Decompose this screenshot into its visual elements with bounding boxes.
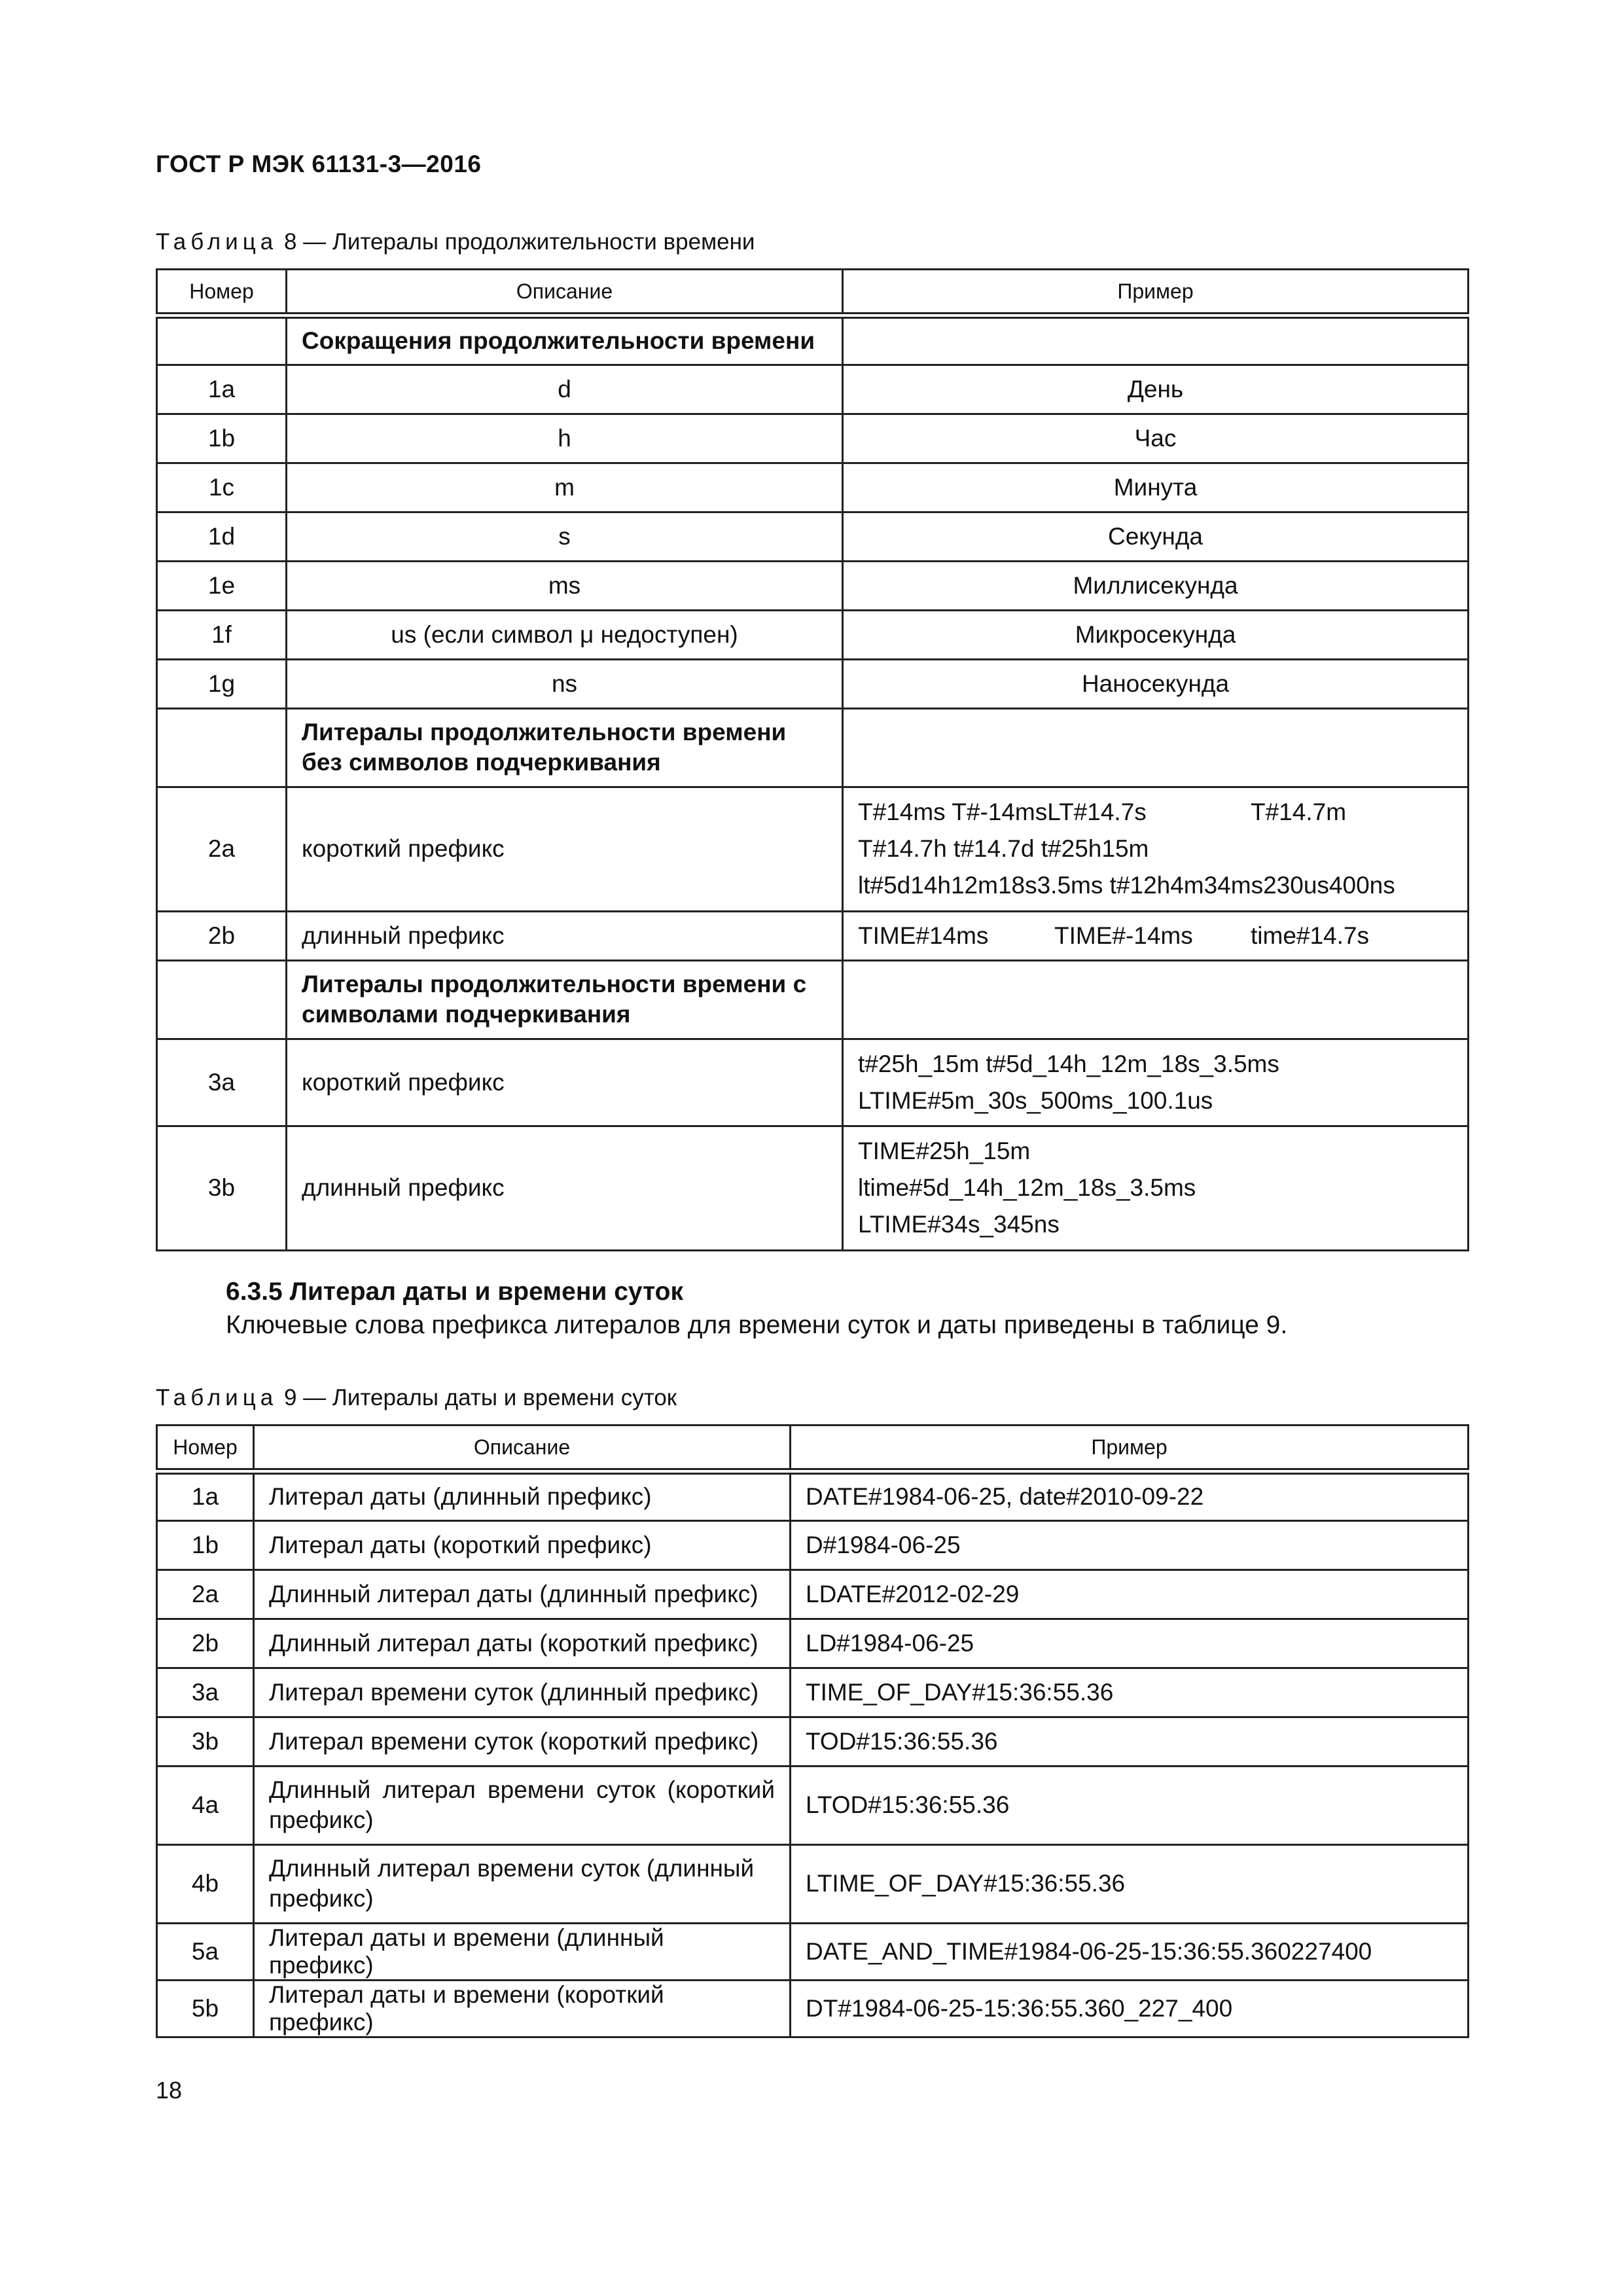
row-num: 1f [157,610,287,659]
row-example: Миллисекунда [843,561,1469,610]
table9-caption [156,1385,677,1411]
example-text: lt#5d14h12m18s3.5ms t#12h4m34ms230us400ns [858,872,1395,899]
row-num: 5b [157,1980,254,2037]
table8-header-desc: Описание [287,270,843,316]
row-num: 4b [157,1844,254,1923]
table-row [157,414,1469,463]
table-row [157,610,1469,659]
row-example: Секунда [843,512,1469,561]
row-num: 5a [157,1923,254,1980]
section-text: Ключевые слова префикса литералов для времени суток и даты приведены в таблице 9. [226,1311,1288,1339]
table-row [157,1570,1469,1619]
table-row [157,1668,1469,1717]
table8-header-example: Пример [843,270,1469,316]
table-row [157,1520,1469,1570]
table-row [157,561,1469,610]
row-example: LDATE#2012-02-29 [791,1570,1469,1619]
row-desc: m [287,463,843,512]
example-text: ltime#5d_14h_12m_18s_3.5ms [858,1174,1196,1201]
row-desc: короткий префикс [287,787,843,911]
row-desc: Длинный литерал времени суток (длинный префикс) [254,1844,791,1923]
table9-header-num: Номер [157,1426,254,1472]
row-desc: Литерал времени суток (длинный префикс) [254,1668,791,1717]
row-desc: Литерал даты (длинный префикс) [254,1471,791,1520]
row-desc: короткий префикс [287,1039,843,1126]
row-example: LTIME_OF_DAY#15:36:55.36 [791,1844,1469,1923]
row-example: TOD#15:36:55.36 [791,1717,1469,1766]
row-example: Минута [843,463,1469,512]
row-example: Час [843,414,1469,463]
row-num: 2b [157,1619,254,1668]
table9-header-row [157,1426,1469,1472]
table9-caption-text: 9 — Литералы даты и времени суток [283,1385,677,1410]
table8-header-num: Номер [157,270,287,316]
row-num: 3b [157,1126,287,1250]
row-num: 1c [157,463,287,512]
row-example: Наносекунда [843,659,1469,708]
row-num: 3a [157,1039,287,1126]
row-desc: Литерал даты и времени (длинный префикс) [254,1923,791,1980]
table8-group2-title: Литералы продолжительности времени без символов подчеркивания [287,708,843,787]
table-row [157,1619,1469,1668]
table-row [157,365,1469,414]
row-example: LTOD#15:36:55.36 [791,1766,1469,1844]
row-desc: длинный префикс [287,911,843,960]
table8-group-row [157,315,1469,365]
row-desc: d [287,365,843,414]
example-text: LTIME#5m_30s_500ms_100.1us [858,1086,1213,1114]
table-row [157,1844,1469,1923]
table-row [157,659,1469,708]
row-num: 1a [157,1471,254,1520]
row-num: 1b [157,1520,254,1570]
row-desc: ns [287,659,843,708]
document-header: ГОСТ Р МЭК 61131-3—2016 [156,151,482,177]
row-num: 1a [157,365,287,414]
table8-header-row [157,270,1469,316]
example-text: TIME#-14ms [1054,922,1193,949]
row-example: DATE_AND_TIME#1984-06-25-15:36:55.360227400 [791,1923,1469,1980]
example-text: TIME#14ms [858,922,989,949]
row-desc: Литерал времени суток (короткий префикс) [254,1717,791,1766]
example-text: t#25h_15m t#5d_14h_12m_18s_3.5ms [858,1050,1279,1077]
row-num: 1g [157,659,287,708]
example-text: TIME#25h_15m [858,1138,1031,1164]
section-title: 6.3.5 Литерал даты и времени суток [226,1278,683,1306]
table-row [157,1980,1469,2037]
table9-caption-word: Таблица [156,1385,278,1410]
row-example: D#1984-06-25 [791,1520,1469,1570]
row-example: LD#1984-06-25 [791,1619,1469,1668]
row-num: 3b [157,1717,254,1766]
table9 [156,1424,1469,2038]
row-num: 1d [157,512,287,561]
row-example: TIME_OF_DAY#15:36:55.36 [791,1668,1469,1717]
example-text: LTIME#34s_345ns [858,1211,1060,1238]
row-num: 4a [157,1766,254,1844]
row-num: 1e [157,561,287,610]
table8-group-row [157,960,1469,1039]
row-example: DT#1984-06-25-15:36:55.360_227_400 [791,1980,1469,2037]
example-text: T#14.7m [1251,798,1347,825]
row-example: DATE#1984-06-25, date#2010-09-22 [791,1471,1469,1520]
table8-group-row [157,708,1469,787]
table-row [157,1923,1469,1980]
table-row [157,1766,1469,1844]
table-row [157,463,1469,512]
row-example [843,1126,1469,1250]
table8 [156,268,1469,1251]
table9-header-example: Пример [791,1426,1469,1472]
table-row [157,512,1469,561]
row-example [843,911,1469,960]
example-text: T#14ms T#-14msLT#14.7s [858,798,1147,825]
table8-caption [156,229,755,255]
row-desc: Длинный литерал времени суток (короткий префикс) [254,1766,791,1844]
row-desc: Литерал даты и времени (короткий префикс) [254,1980,791,2037]
row-example [843,1039,1469,1126]
row-desc: s [287,512,843,561]
example-text: time#14.7s [1251,922,1369,949]
row-desc: us (если символ μ недоступен) [287,610,843,659]
row-num: 2a [157,787,287,911]
table8-group1-title: Сокращения продолжительности времени [287,315,843,365]
row-desc: Длинный литерал даты (длинный префикс) [254,1570,791,1619]
row-example [843,787,1469,911]
row-desc: ms [287,561,843,610]
row-desc: Литерал даты (короткий префикс) [254,1520,791,1570]
example-text: T#14.7h t#14.7d t#25h15m [858,835,1149,862]
row-num: 2b [157,911,287,960]
table-row [157,1717,1469,1766]
row-num: 1b [157,414,287,463]
table-row [157,787,1469,911]
table9-header-desc: Описание [254,1426,791,1472]
row-desc: Длинный литерал даты (короткий префикс) [254,1619,791,1668]
row-num: 2a [157,1570,254,1619]
table8-group3-title: Литералы продолжительности времени с символами подчеркивания [287,960,843,1039]
table-row [157,1039,1469,1126]
row-desc: длинный префикс [287,1126,843,1250]
table-row [157,1471,1469,1520]
row-desc: h [287,414,843,463]
table8-caption-text: 8 — Литералы продолжительности времени [283,229,755,255]
page-number: 18 [156,2077,183,2104]
table8-caption-word: Таблица [156,229,278,255]
table-row [157,1126,1469,1250]
row-example: День [843,365,1469,414]
table-row [157,911,1469,960]
row-num: 3a [157,1668,254,1717]
row-example: Микросекунда [843,610,1469,659]
